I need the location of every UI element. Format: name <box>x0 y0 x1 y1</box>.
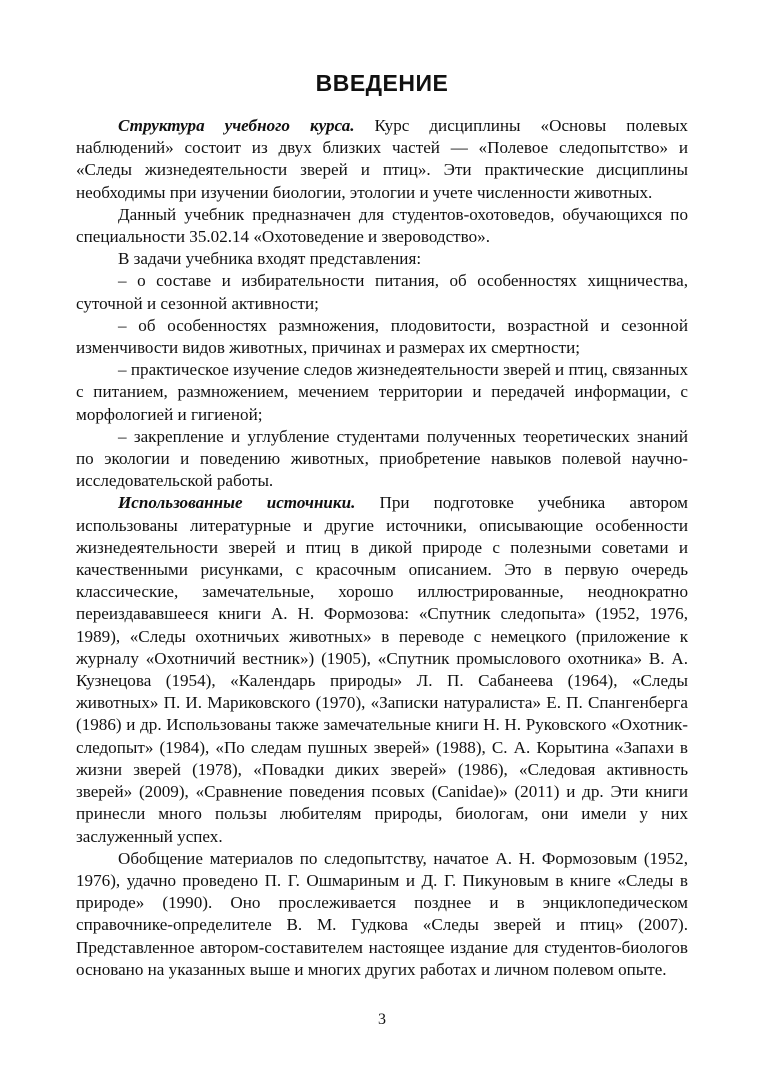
page-title: ВВЕДЕНИЕ <box>315 70 449 96</box>
paragraph-course-structure: Структура учебного курса. Курс дисциплины «Основы полевых наблюдений» состоит из двух близких частей — «Полевое следопытство» и «Следы жизнедеятельности зверей и птиц». Эти практические дисциплины необходимы при изучении биологии, этологии и учете численности животных. <box>76 116 688 202</box>
paragraph: В задачи учебника входят представления: <box>118 249 422 269</box>
paragraph-lead: Использованные источники <box>118 493 352 513</box>
list-item: – практическое изучение следов жизнедеятельности зверей и птиц, связанных с питанием, размножением, мечением территории и передачей информации, с морфологией и гигиеной; <box>76 360 688 424</box>
paragraph: Данный учебник предназначен для студентов-охотоведов, обучающихся по специальности 35.02.14 «Охотоведение и звероводство». <box>76 204 688 247</box>
page-number: 3 <box>378 1011 386 1028</box>
body-text <box>76 115 688 981</box>
list-item: – о составе и избирательности питания, об особенностях хищничества, суточной и сезонной активности; <box>76 271 688 313</box>
list-item: – закрепление и углубление студентами полученных теоретических знаний по экологии и поведению животных, приобретение навыков полевой научно-исследовательской работы. <box>76 426 688 491</box>
paragraph-text: Курс дисциплины «Основы полевых наблюдений» состоит из двух близких частей — «Полевое следопытство» и «Следы жизнедеятельности зверей и птиц». Эти практические дисциплины необходимы при изучении биологии, этологии и учете численности животных. <box>76 116 688 202</box>
paragraph-text: При подготовке учебника автором использованы литературные и другие источники, описывающие особенности жизнедеятельности зверей и птиц в дикой природе с полезными советами и качественными рисунками, с красочным описанием. Это в первую очередь классические, замечательные, хорошо иллюстрированные, неоднократно переиздававшееся книги А. Н. Формозова: «Спутник следопыта» (1952, 1976, 1989), «Следы охотничьих животных» в переводе с немецкого (приложение к журналу «Охотничий вестник») (1905), «Спутник промыслового охотника» В. А. Кузнецова (1954), «Календарь природы» Л. П. Сабанеева (1964), «Следы животных» П. И. Мариковского (1970), «Записки натуралиста» Е. П. Спангенберга (1986) и др. Использованы также замечательные книги Н. Н. Руковского «Охотник-следопыт» (1984), «По следам пушных зверей» (1988), С. А. Корытина «Запахи в жизни зверей (1978), «Повадки диких зверей» (1986), «Следовая активность зверей» (2009), «Сравнение поведения псовых (Canidae)» (2011) и др. Эти книги принесли много пользы любителям природы, биологам, они имели у них заслуженный успех. <box>76 493 688 846</box>
list-item: – об особенностях размножения, плодовитости, возрастной и сезонной изменчивости видов животных, причинах и размерах их смертности; <box>76 315 688 358</box>
paragraph-lead: Структура учебного курса <box>118 116 351 135</box>
paragraph: Обобщение материалов по следопытству, начатое А. Н. Формозовым (1952, 1976), удачно проведено П. Г. Ошмариным и Д. Г. Пикуновым в книге «Следы в природе» (1990). Оно прослеживается позднее и в энциклопедическом справочнике-определителе В. М. Гудкова «Следы зверей и птиц» (2007). Представленное автором-составителем настоящее издание для студентов-биологов основано на указанных выше и многих других работах и личном полевом опыте. <box>76 848 688 979</box>
paragraph-sources: Использованные источники. При подготовке учебника автором использованы литературные и другие источники, описывающие особенности жизнедеятельности зверей и птиц в дикой природе с полезными советами и качественными рисунками, с красочным описанием. Это в первую очередь классические, замечательные, хорошо иллюстрированные, неоднократно переиздававшееся книги А. Н. Формозова: «Спутник следопыта» (1952, 1976, 1989), «Следы охотничьих животных» в переводе с немецкого (приложение к журналу «Охотничий вестник») (1905), «Спутник промыслового охотника» В. А. Кузнецова (1954), «Календарь природы» Л. П. Сабанеева (1964), «Следы животных» П. И. Мариковского (1970), «Записки натуралиста» Е. П. Спангенберга (1986) и др. Использованы также замечательные книги Н. Н. Руковского «Охотник-следопыт» (1984), «По следам пушных зверей» (1988), С. А. Корытина «Запахи в жизни зверей (1978), «Повадки диких зверей» (1986), «Следовая активность зверей» (2009), «Сравнение поведения псовых (Canidae)» (2011) и др. Эти книги принесли много пользы любителям природы, биологам, они имели у них заслуженный успех. <box>76 493 688 846</box>
